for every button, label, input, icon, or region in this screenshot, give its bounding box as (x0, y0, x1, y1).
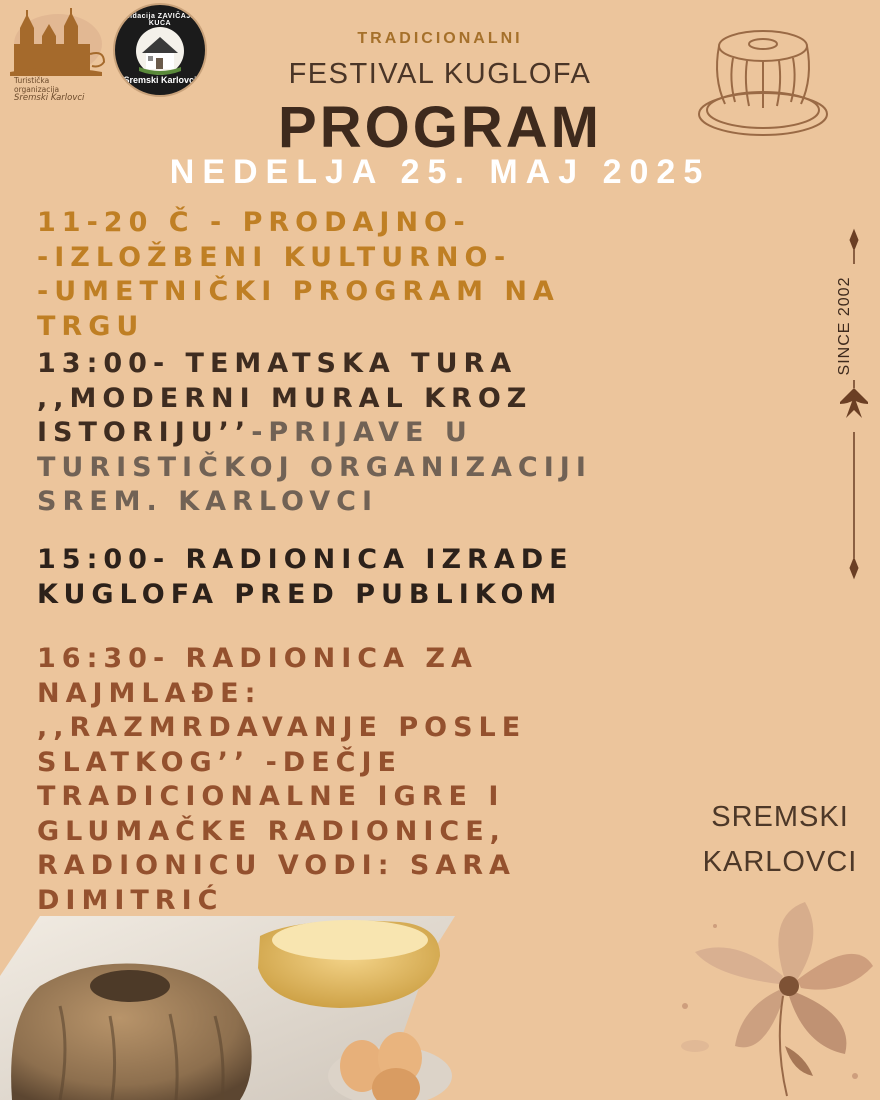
event-line: 11-20 Č - PRODAJNO- (37, 207, 471, 238)
event-line: DIMITRIĆ (37, 884, 224, 916)
event-line: -UMETNIČKI PROGRAM NA (37, 276, 560, 307)
event-line: NAJMLAĐE: (37, 677, 262, 709)
event-line: TRGU (37, 310, 145, 342)
place-line-2: KARLOVCI (702, 846, 858, 878)
tourism-logo-line: Sremski Karlovci (14, 93, 85, 103)
place-line-1: SREMSKI (711, 801, 849, 833)
kuglof-photo (0, 916, 455, 1100)
event-2 (37, 347, 727, 520)
watercolor-flower-icon (655, 896, 880, 1100)
event-line: TRADICIONALNE IGRE I (37, 781, 505, 812)
program-title: PROGRAM (278, 95, 602, 160)
event-4 (37, 642, 727, 918)
event-line-main: ISTORIJU’’ (37, 417, 252, 448)
event-line: SLATKOG’’ -DEČJE (37, 746, 402, 778)
kicker: TRADICIONALNI (357, 30, 523, 47)
event-line: 15:00- RADIONICA IZRADE (37, 544, 574, 575)
event-line (37, 416, 727, 451)
bundt-cake-outline-icon (697, 18, 829, 138)
event-line: RADIONICU VODI: SARA (37, 850, 516, 881)
event-1 (37, 206, 727, 344)
tourism-logo-line: Turistička (14, 76, 50, 85)
festival-title: FESTIVAL KUGLOFA (288, 58, 592, 90)
event-3 (37, 543, 727, 612)
event-line: ,,RAZMRDAVANJE POSLE (37, 712, 527, 743)
event-line-sub: -PRIJAVE U (251, 417, 473, 448)
foundation-logo-top: Fondacija ZAVIČAJNA KUĆA (118, 13, 202, 27)
event-line: KUGLOFA PRED PUBLIKOM (37, 578, 563, 610)
event-line: 13:00- TEMATSKA TURA (37, 348, 518, 379)
since-label: SINCE 2002 (836, 276, 853, 376)
event-line: -IZLOŽBENI KULTURNO- (37, 241, 512, 273)
tourism-logo-line: organizacija (14, 85, 60, 94)
event-date: NEDELJA 25. MAJ 2025 (169, 153, 711, 191)
event-line: TURISTIČKOJ ORGANIZACIJI (37, 451, 592, 483)
event-line: SREM. KARLOVCI (37, 486, 379, 517)
event-line: ,,MODERNI MURAL KROZ (37, 382, 533, 414)
event-line: 16:30- RADIONICA ZA (37, 643, 478, 674)
foundation-logo-bottom: Sremski Karlovci (123, 75, 197, 85)
event-line: GLUMAČKE RADIONICE, (37, 815, 506, 847)
